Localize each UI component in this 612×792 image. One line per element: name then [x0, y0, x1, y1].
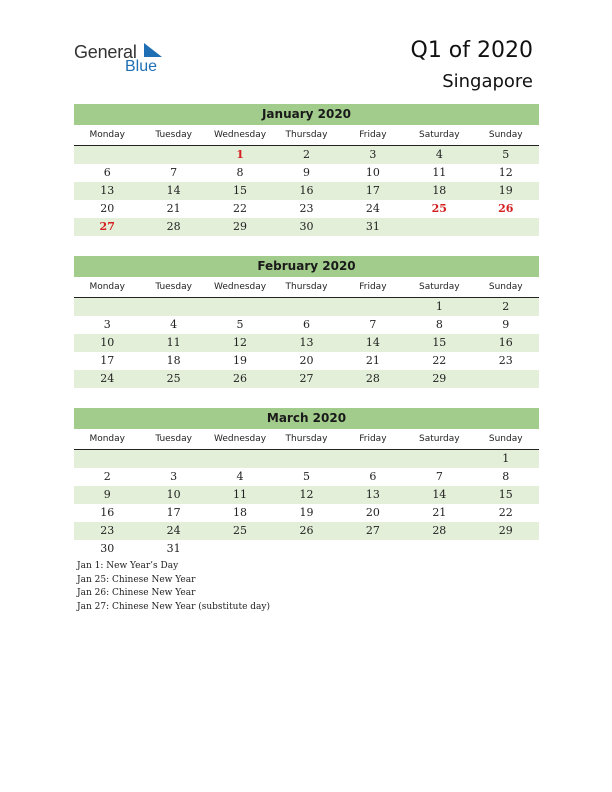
day-cell: 23	[100, 524, 115, 537]
day-cell: 8	[236, 166, 244, 179]
holiday-note: Jan 27: Chinese New Year (substitute day)	[77, 601, 270, 612]
logo-triangle-icon	[142, 43, 164, 59]
day-cell: 5	[302, 470, 310, 483]
day-cell: 12	[299, 488, 314, 501]
empty-day-cell	[273, 540, 339, 558]
empty-day-cell	[273, 298, 339, 316]
day-cell: 28	[365, 372, 380, 385]
empty-day-cell	[340, 298, 406, 316]
empty-day-cell	[74, 298, 140, 316]
empty-day-cell	[340, 450, 406, 468]
day-cell: 31	[365, 220, 380, 233]
day-cell: 2	[103, 470, 111, 483]
day-cell: 21	[166, 202, 181, 215]
day-cell: 27	[299, 372, 314, 385]
week-row	[74, 486, 539, 504]
empty-day-cell	[207, 450, 273, 468]
week-row	[74, 468, 539, 486]
empty-day-cell	[140, 450, 206, 468]
day-cell: 21	[365, 354, 380, 367]
day-cell: 30	[100, 542, 115, 555]
day-cell: 5	[502, 148, 510, 161]
day-cell: 14	[365, 336, 380, 349]
month-calendar-february	[74, 256, 539, 388]
day-cell: 19	[498, 184, 513, 197]
day-cell: 21	[432, 506, 447, 519]
weekday-label: Thursday	[285, 130, 328, 140]
day-cell: 29	[498, 524, 513, 537]
logo-word-blue: Blue	[125, 58, 158, 75]
day-cell: 17	[100, 354, 115, 367]
day-cell: 26	[299, 524, 314, 537]
day-cell: 9	[302, 166, 310, 179]
day-cell: 1	[236, 148, 244, 161]
day-cell: 15	[233, 184, 248, 197]
day-cell: 1	[502, 452, 510, 465]
empty-day-cell	[74, 450, 140, 468]
day-cell: 10	[166, 488, 181, 501]
day-cell: 10	[100, 336, 115, 349]
week-row	[74, 522, 539, 540]
day-cell: 8	[502, 470, 510, 483]
day-cell: 25	[166, 372, 181, 385]
day-cell: 4	[236, 470, 244, 483]
holiday-note: Jan 26: Chinese New Year	[77, 588, 196, 598]
week-row	[74, 352, 539, 370]
day-cell: 7	[170, 166, 178, 179]
day-cell: 31	[166, 542, 181, 555]
weekday-label: Sunday	[488, 282, 523, 292]
generalblue-logo	[74, 42, 184, 78]
day-cell: 16	[498, 336, 513, 349]
page-title: Q1 of 2020	[410, 38, 533, 63]
empty-day-cell	[273, 450, 339, 468]
day-cell: 20	[299, 354, 314, 367]
day-cell: 22	[432, 354, 447, 367]
weekday-label: Saturday	[419, 282, 460, 292]
weekday-label: Tuesday	[155, 130, 192, 140]
day-cell: 20	[365, 506, 380, 519]
day-cell: 17	[365, 184, 380, 197]
week-row	[74, 316, 539, 334]
empty-day-cell	[473, 370, 539, 388]
day-cell: 28	[166, 220, 181, 233]
week-row	[74, 200, 539, 218]
month-title: February 2020	[74, 256, 539, 277]
day-cell: 12	[498, 166, 513, 179]
day-cell: 16	[299, 184, 314, 197]
day-cell: 6	[302, 318, 310, 331]
day-cell: 1	[435, 300, 443, 313]
day-cell: 24	[166, 524, 181, 537]
day-cell: 19	[299, 506, 314, 519]
day-cell: 15	[498, 488, 513, 501]
day-cell: 27	[99, 220, 115, 233]
week-row	[74, 164, 539, 182]
empty-day-cell	[140, 298, 206, 316]
day-cell: 18	[166, 354, 181, 367]
month-calendar-january	[74, 104, 539, 236]
weekday-label: Thursday	[285, 434, 328, 444]
weekday-header-row	[74, 277, 539, 298]
day-cell: 18	[233, 506, 248, 519]
day-cell: 15	[432, 336, 447, 349]
day-cell: 19	[233, 354, 248, 367]
day-cell: 18	[432, 184, 447, 197]
day-cell: 3	[103, 318, 111, 331]
day-cell: 6	[369, 470, 377, 483]
month-title: January 2020	[74, 104, 539, 125]
empty-day-cell	[207, 298, 273, 316]
day-cell: 30	[299, 220, 314, 233]
week-row	[74, 182, 539, 200]
empty-day-cell	[74, 146, 140, 164]
day-cell: 2	[302, 148, 310, 161]
weekday-label: Wednesday	[214, 434, 267, 444]
day-cell: 12	[233, 336, 248, 349]
empty-day-cell	[473, 218, 539, 236]
day-cell: 2	[502, 300, 510, 313]
weekday-label: Sunday	[488, 130, 523, 140]
day-cell: 13	[100, 184, 115, 197]
weekday-label: Monday	[89, 434, 125, 444]
weekday-label: Saturday	[419, 434, 460, 444]
week-row	[74, 450, 539, 468]
day-cell: 23	[299, 202, 314, 215]
day-cell: 29	[233, 220, 248, 233]
weekday-label: Wednesday	[214, 130, 267, 140]
day-cell: 20	[100, 202, 115, 215]
holiday-notes	[77, 560, 270, 614]
week-row	[74, 298, 539, 316]
empty-day-cell	[473, 540, 539, 558]
day-cell: 17	[166, 506, 181, 519]
country-name: Singapore	[442, 71, 533, 92]
day-cell: 11	[233, 488, 248, 501]
day-cell: 4	[170, 318, 178, 331]
day-cell: 7	[435, 470, 443, 483]
holiday-note: Jan 1: New Year’s Day	[77, 561, 179, 571]
day-cell: 26	[233, 372, 248, 385]
holiday-note: Jan 25: Chinese New Year	[77, 574, 196, 585]
day-cell: 16	[100, 506, 115, 519]
day-cell: 22	[233, 202, 248, 215]
empty-day-cell	[406, 540, 472, 558]
day-cell: 25	[233, 524, 248, 537]
day-cell: 13	[299, 336, 314, 349]
week-row	[74, 146, 539, 164]
empty-day-cell	[406, 450, 472, 468]
weekday-label: Monday	[89, 282, 125, 292]
day-cell: 27	[365, 524, 380, 537]
weekday-label: Monday	[89, 130, 125, 140]
empty-day-cell	[406, 218, 472, 236]
day-cell: 7	[369, 318, 377, 331]
day-cell: 9	[103, 488, 111, 501]
weekday-label: Friday	[359, 130, 387, 140]
weekday-label: Friday	[359, 434, 387, 444]
day-cell: 22	[498, 506, 513, 519]
logo-word-general: General	[74, 42, 137, 62]
month-title: March 2020	[74, 408, 539, 429]
day-cell: 10	[365, 166, 380, 179]
week-row	[74, 504, 539, 522]
weekday-header-row	[74, 125, 539, 146]
day-cell: 14	[432, 488, 447, 501]
day-cell: 6	[103, 166, 111, 179]
month-calendar-march	[74, 408, 539, 558]
day-cell: 8	[435, 318, 443, 331]
day-cell: 13	[365, 488, 380, 501]
day-cell: 14	[166, 184, 181, 197]
day-cell: 24	[100, 372, 115, 385]
week-row	[74, 334, 539, 352]
day-cell: 9	[502, 318, 510, 331]
weekday-label: Sunday	[488, 434, 523, 444]
day-cell: 23	[498, 354, 513, 367]
day-cell: 11	[166, 336, 181, 349]
empty-day-cell	[140, 146, 206, 164]
week-row	[74, 370, 539, 388]
day-cell: 4	[435, 148, 443, 161]
weekday-label: Friday	[359, 282, 387, 292]
day-cell: 11	[432, 166, 447, 179]
day-cell: 3	[369, 148, 377, 161]
weekday-label: Saturday	[419, 130, 460, 140]
day-cell: 24	[365, 202, 380, 215]
day-cell: 29	[432, 372, 447, 385]
empty-day-cell	[207, 540, 273, 558]
day-cell: 5	[236, 318, 244, 331]
weekday-label: Tuesday	[155, 434, 192, 444]
week-row	[74, 540, 539, 558]
day-cell: 3	[170, 470, 178, 483]
day-cell: 25	[431, 202, 447, 215]
weekday-label: Thursday	[285, 282, 328, 292]
weekday-label: Wednesday	[214, 282, 267, 292]
day-cell: 28	[432, 524, 447, 537]
empty-day-cell	[340, 540, 406, 558]
weekday-header-row	[74, 429, 539, 450]
weekday-label: Tuesday	[155, 282, 192, 292]
week-row	[74, 218, 539, 236]
day-cell: 26	[498, 202, 514, 215]
